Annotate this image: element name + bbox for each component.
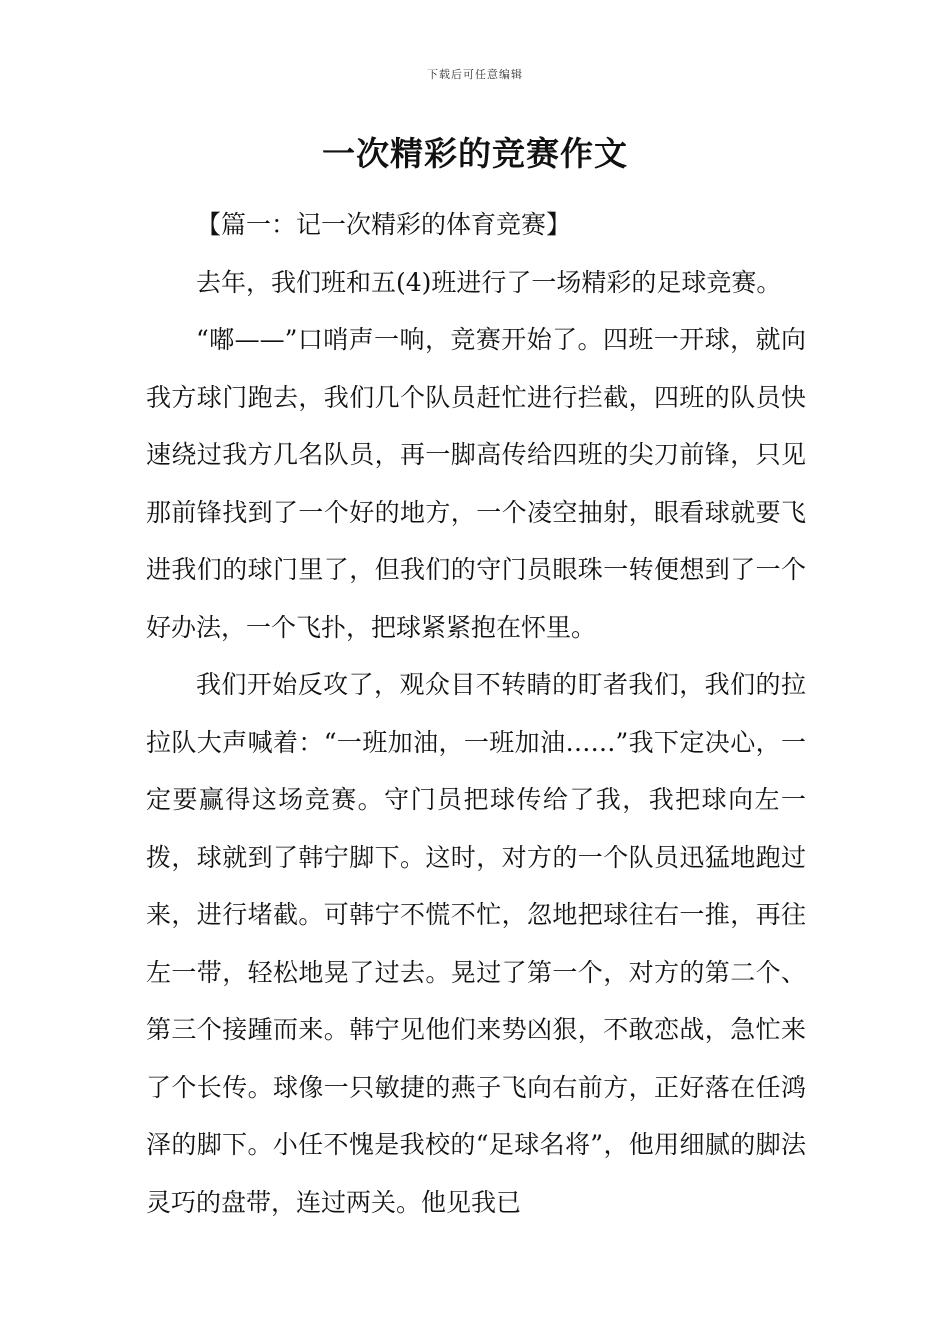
document-body <box>146 196 806 1231</box>
section-heading: 【篇一：记一次精彩的体育竞赛】 <box>196 210 572 239</box>
paragraph-3: 我们开始反攻了，观众目不转睛的盯者我们，我们的拉拉队大声喊着：“一班加油，一班加油……”我下定决心，一定要赢得这场竞赛。守门员把球传给了我，我把球向左一拨，球就到了韩宁脚下。这时，对方的一个队员迅猛地跑过来，进行堵截。可韩宁不慌不忙，忽地把球往右一推，再往左一带，轻松地晃了过去。晃过了第一个，对方的第二个、第三个接踵而来。韩宁见他们来势凶狠，不敢恋战，急忙来了个长传。球像一只敏捷的燕子飞向右前方，正好落在任鸿泽的脚下。小任不愧是我校的“足球名将”，他用细腻的脚法灵巧的盘带，连过两关。他见我已 <box>146 670 806 1217</box>
document-title: 一次精彩的竞赛作文 <box>322 134 628 173</box>
header-note: 下载后可任意编辑 <box>427 68 523 81</box>
paragraph-2: “嘟——”口哨声一响，竞赛开始了。四班一开球，就向我方球门跑去，我们几个队员赶忙进行拦截，四班的队员快速绕过我方几名队员，再一脚高传给四班的尖刀前锋，只见那前锋找到了一个好的地方，一个凌空抽射，眼看球就要飞进我们的球门里了，但我们的守门员眼珠一转便想到了一个好办法，一个飞扑，把球紧紧抱在怀里。 <box>146 325 806 642</box>
paragraph-1: 去年，我们班和五(4)班进行了一场精彩的足球竞赛。 <box>196 267 782 297</box>
